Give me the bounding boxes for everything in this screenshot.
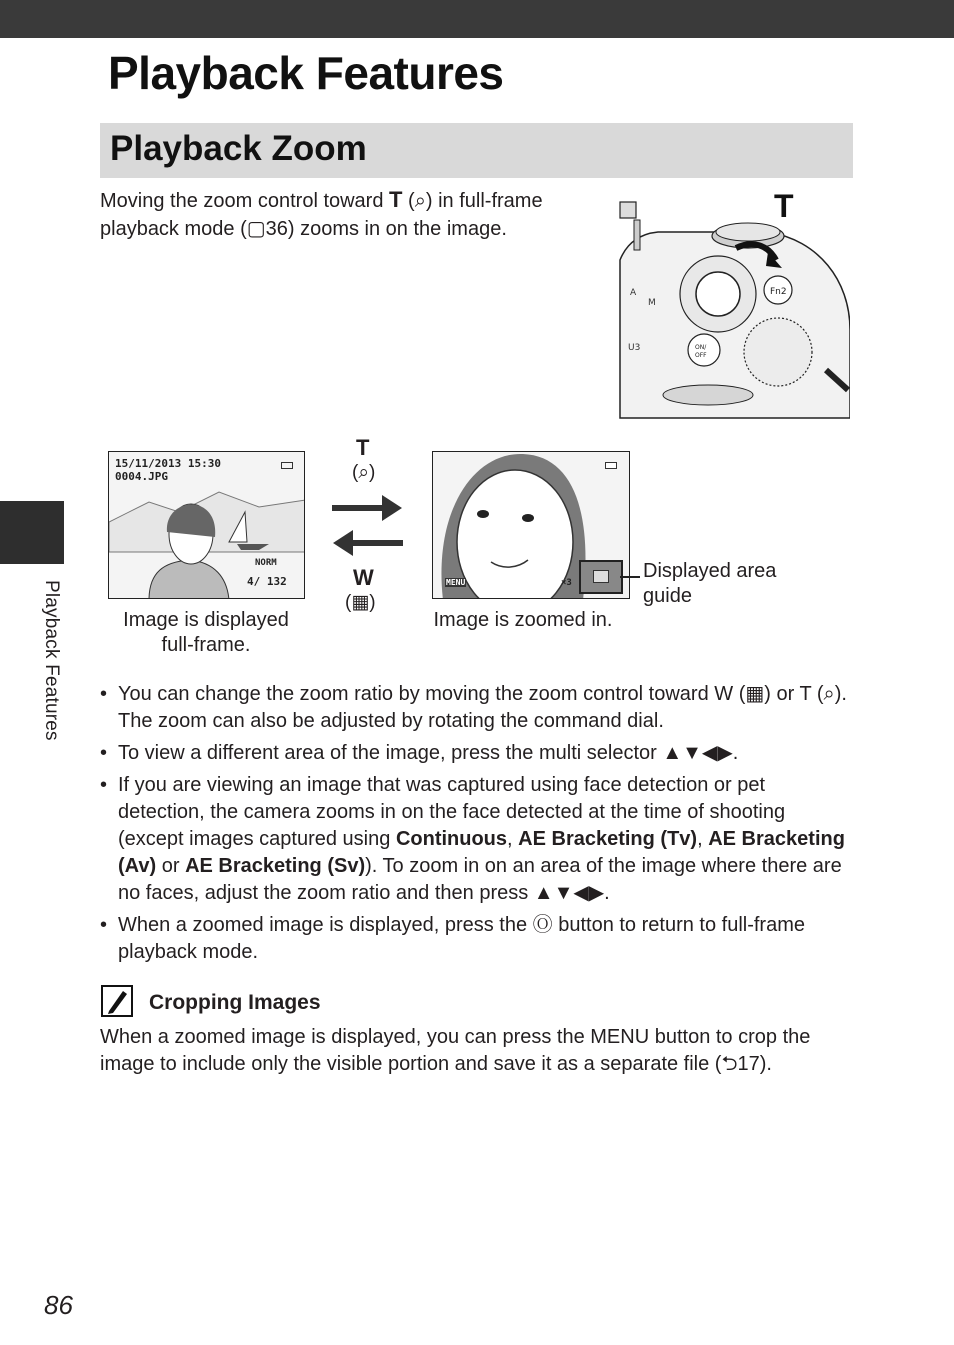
svg-text:U3: U3	[628, 343, 641, 353]
setting-ae-bracketing-sv: AE Bracketing (Sv)	[185, 855, 366, 877]
zoom-tele-label: T	[356, 435, 370, 460]
quality-readout: NORM	[255, 558, 277, 568]
page-number: 86	[44, 1290, 73, 1320]
section-header	[100, 123, 853, 178]
separator: ,	[697, 828, 709, 850]
menu-indicator: MENU	[446, 578, 466, 587]
battery-icon	[281, 462, 293, 469]
camera-top-illustration	[618, 190, 850, 420]
setting-ae-bracketing-tv: AE Bracketing (Tv)	[518, 828, 698, 850]
section-title: Playback Zoom	[110, 129, 367, 168]
bullet3-text-end: ). To zoom in on an area of the image where there are no faces, adjust the zoom ratio and then press ▲▼◀▶.	[118, 855, 842, 904]
note-pencil-icon	[101, 985, 133, 1017]
guide-caption-line1: Displayed area	[643, 560, 777, 582]
zoomed-caption: Image is zoomed in.	[433, 609, 613, 631]
datetime-readout: 15/11/2013 15:30	[115, 457, 221, 470]
note-title: Cropping Images	[149, 991, 321, 1014]
setting-continuous: Continuous	[395, 828, 508, 850]
chapter-title: Playback Features	[108, 47, 504, 99]
list-item	[100, 772, 856, 907]
displayed-area-guide	[579, 560, 623, 594]
list-item: • When a zoomed image is displayed, press the Ⓞ button to return to full-frame playback mode.	[100, 912, 856, 966]
intro-paragraph	[100, 186, 600, 243]
bullet3-text: If you are viewing an image that was captured using face detection or pet detection, the camera zooms in on the face detected at the time of shooting (except images captured using	[118, 774, 786, 850]
svg-text:A: A	[630, 288, 637, 298]
header-bar	[0, 0, 954, 38]
zoom-tele-symbol: (⌕)	[352, 462, 376, 483]
tele-glyph: T	[389, 187, 403, 212]
zoomed-screen	[432, 451, 630, 599]
svg-text:M: M	[648, 298, 656, 308]
filename-readout: 0004.JPG	[115, 470, 168, 483]
guide-caption-line2: guide	[643, 585, 692, 607]
list-item: • You can change the zoom ratio by moving the zoom control toward W (▦) or T (⌕). The zoom can also be adjusted by rotating the command dial.	[100, 681, 856, 735]
intro-text-2: (⌕) in full-frame playback mode (▢36) zooms in on the image.	[100, 190, 543, 240]
zoom-wide-label: W	[353, 565, 374, 590]
chapter-tab	[0, 501, 64, 564]
zoom-wide-symbol: (▦)	[345, 592, 376, 613]
svg-text:Fn2: Fn2	[770, 287, 787, 297]
note-body: When a zoomed image is displayed, you can press the MENU button to crop the image to include only the visible portion and save it as a separate file (⮌17).	[100, 1026, 811, 1075]
full-frame-caption	[108, 608, 304, 658]
separator: or	[156, 855, 186, 877]
zoom-ratio-readout: ×3	[561, 578, 572, 588]
intro-text-1: Moving the zoom control toward	[100, 190, 390, 212]
frame-counter: 4/ 132	[247, 575, 287, 588]
setting-ae-bracketing-av: AE Bracketing (Av)	[118, 828, 845, 877]
full-frame-screen	[108, 451, 305, 599]
full-frame-caption-line2: full-frame.	[161, 634, 251, 656]
svg-text:ON/: ON/	[695, 344, 707, 351]
tele-label: T	[774, 188, 794, 224]
full-frame-caption-line1: Image is displayed	[123, 609, 289, 631]
zoom-direction-arrows-icon	[330, 493, 405, 558]
zoom-instructions-list	[100, 681, 856, 971]
battery-icon	[605, 462, 617, 469]
side-chapter-label: Playback Features	[41, 580, 62, 741]
guide-caption	[643, 559, 813, 609]
svg-text:OFF: OFF	[695, 352, 707, 359]
separator: ,	[507, 828, 519, 850]
guide-callout-line	[620, 576, 640, 578]
list-item: • To view a different area of the image, press the multi selector ▲▼◀▶.	[100, 740, 856, 767]
